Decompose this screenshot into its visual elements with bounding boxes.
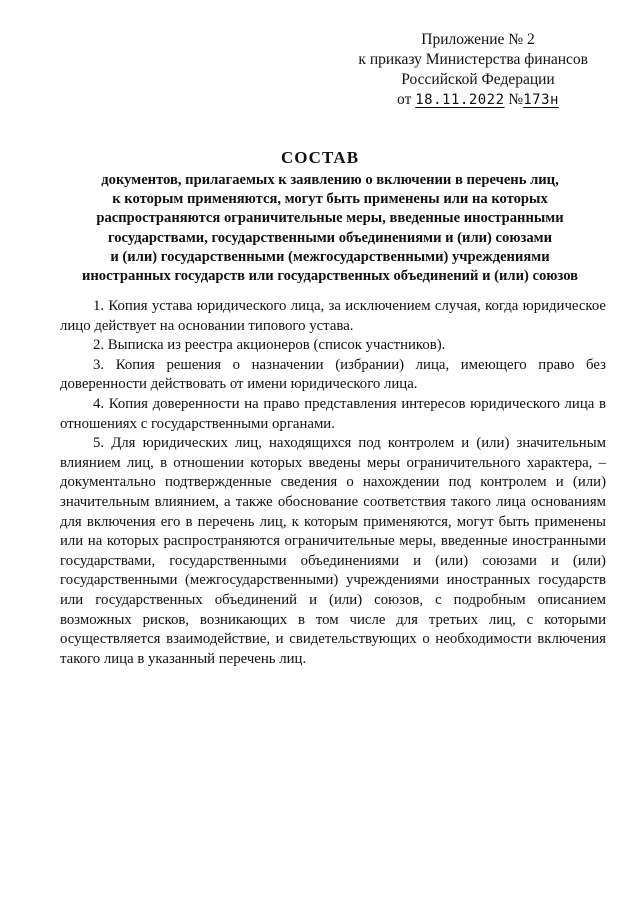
- list-item-3: 3. Копия решения о назначении (избрании) лица, имеющего право без доверенности действовать от имени юридического лица.: [60, 356, 606, 393]
- subtitle-line: документов, прилагаемых к заявлению о включении в перечень лиц,: [101, 172, 559, 188]
- document-list: [60, 297, 606, 669]
- document-subtitle: [60, 171, 600, 286]
- list-item-4: 4. Копия доверенности на право представления интересов юридического лица в отношениях с государственными органами.: [60, 395, 606, 432]
- order-date-number: [328, 90, 588, 110]
- list-item-5: 5. Для юридических лиц, находящихся под контролем и (или) значительным влиянием лиц, в отношении которых введены меры ограничительного характера, – документально подтвержденные сведения о нахождении под контролем и (или) значительным влиянием, а также обоснование соответствия такого лица основаниям для включения его в перечень лиц, к которым применяются, могут быть применены или на которых распространяются ограничительные меры, введенные иностранными государствами, государственными объединениями и (или) союзами и (или) государственными (межгосударственными) учреждениями иностранных государств или государственных объединений и (или) союзов, с подробным описанием возможных рисков, возникающих в том числе для третьих лиц, с которыми осуществляется взаимодействие, и свидетельствующих о необходимости включения такого лица в указанный перечень лиц.: [60, 435, 606, 667]
- list-item-1: 1. Копия устава юридического лица, за исключением случая, когда юридическое лицо действует на основании типового устава.: [60, 298, 606, 334]
- appendix-label: Приложение № 2: [421, 31, 535, 48]
- document-title: СОСТАВ: [280, 148, 360, 167]
- list-item-2: 2. Выписка из реестра акционеров (список участников).: [93, 337, 446, 354]
- order-reference: к приказу Министерства финансов: [358, 51, 588, 68]
- appendix-header: [328, 30, 588, 110]
- number-prefix: №: [508, 91, 524, 108]
- subtitle-line: государствами, государственными объединениями и (или) союзами: [108, 229, 552, 246]
- date-prefix: от: [397, 91, 412, 108]
- subtitle-line: распространяются ограничительные меры, введенные иностранными: [96, 210, 564, 227]
- order-number: 173н: [523, 92, 559, 108]
- order-date: 18.11.2022: [415, 92, 505, 108]
- subtitle-line: к которым применяются, могут быть применены или на которых: [112, 191, 548, 208]
- subtitle-line: и (или) государственными (межгосударственными) учреждениями: [110, 248, 550, 265]
- ministry-country: Российской Федерации: [401, 71, 555, 88]
- subtitle-line: иностранных государств или государственных объединений и (или) союзов: [81, 268, 579, 285]
